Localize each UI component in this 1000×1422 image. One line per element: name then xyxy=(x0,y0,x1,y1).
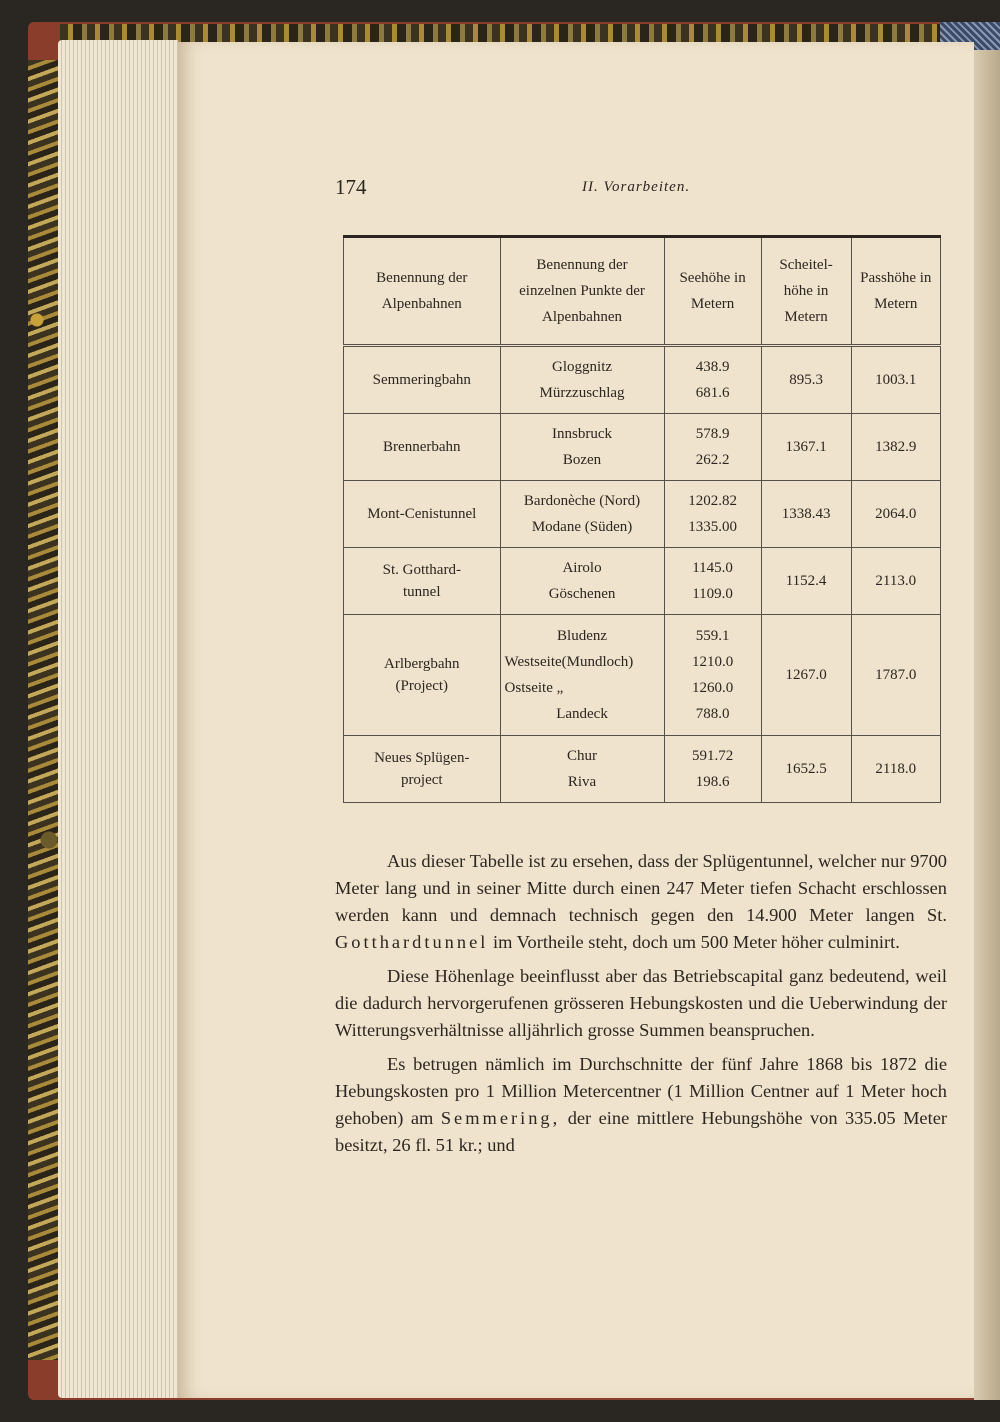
point-name: Ostseite „ xyxy=(504,680,564,696)
running-head: II. Vorarbeiten. xyxy=(582,179,691,195)
sea-height: 578.9 xyxy=(695,426,730,442)
sea-heights xyxy=(664,414,761,481)
point-names xyxy=(500,736,664,803)
point-names xyxy=(500,481,664,548)
point-name: Airolo xyxy=(562,560,602,576)
railway-name: Neues Splügen-project xyxy=(344,736,501,803)
sea-height: 1335.00 xyxy=(688,519,737,535)
summit-height: 1152.4 xyxy=(761,548,851,615)
railway-name: Brennerbahn xyxy=(344,414,501,481)
pass-height: 1787.0 xyxy=(851,615,940,736)
summit-height: 1367.1 xyxy=(761,414,851,481)
sea-height: 559.1 xyxy=(695,628,730,644)
sea-height: 198.6 xyxy=(695,774,730,790)
sea-height: 262.2 xyxy=(695,452,730,468)
pass-height: 2064.0 xyxy=(851,481,940,548)
railway-name: Semmeringbahn xyxy=(344,346,501,414)
point-name: Göschenen xyxy=(548,586,616,602)
point-name: Mürzzuschlag xyxy=(539,385,625,401)
page-number: 174 xyxy=(335,175,367,199)
point-name: Bludenz xyxy=(557,628,608,644)
marbled-edge-left xyxy=(28,60,58,1360)
sea-height: 681.6 xyxy=(695,385,730,401)
paragraph-text: der eine mittlere Hebungshöhe von 335.05 Meter besitzt, 26 fl. 51 kr.; und xyxy=(335,1108,947,1155)
column-header: Passhöhe in Metern xyxy=(851,237,940,346)
point-name: Bardonèche (Nord) xyxy=(523,493,641,509)
point-name: Gloggnitz xyxy=(552,359,613,375)
table-row xyxy=(344,481,941,548)
column-header: Benennung der einzelnen Punkte der Alpenbahnen xyxy=(500,237,664,346)
paragraph xyxy=(335,1051,947,1159)
sea-height: 1210.0 xyxy=(691,654,734,670)
page-right-edge xyxy=(974,50,1000,1400)
paragraph: Diese Höhenlage beeinflusst aber das Betriebscapital ganz bedeutend, weil die dadurch hervorgerufenen grösseren Hebungskosten und die Ueberwindung der Witterungsverhältnisse alljährlich grosse Summen beanspruchen. xyxy=(335,966,947,1040)
sea-heights xyxy=(664,615,761,736)
table-row xyxy=(344,615,941,736)
page-header xyxy=(335,175,945,203)
body-text xyxy=(335,848,947,1166)
railway-name: St. Gotthard-tunnel xyxy=(344,548,501,615)
point-name: Modane (Süden) xyxy=(531,519,633,535)
marbled-edge-top xyxy=(60,24,980,44)
point-name: Riva xyxy=(567,774,597,790)
emphasized-text: Gotthardtunnel xyxy=(335,932,489,952)
table-row xyxy=(344,736,941,803)
sea-heights xyxy=(664,736,761,803)
summit-height: 895.3 xyxy=(761,346,851,414)
column-header: Scheitel-höhe in Metern xyxy=(761,237,851,346)
summit-height: 1652.5 xyxy=(761,736,851,803)
sea-height: 591.72 xyxy=(691,748,734,764)
point-name: Bozen xyxy=(562,452,602,468)
point-names xyxy=(500,615,664,736)
point-names xyxy=(500,414,664,481)
table-row xyxy=(344,548,941,615)
table-header-row xyxy=(344,237,941,346)
summit-height: 1338.43 xyxy=(761,481,851,548)
sea-height: 438.9 xyxy=(695,359,730,375)
point-name: Landeck xyxy=(556,706,608,722)
paragraph-text: Es betrugen nämlich im Durchschnitte der fünf Jahre 1868 bis 1872 die Hebungskosten pro 1 Million Metercentner (1 Million Centner auf 1 Meter hoch gehoben) am xyxy=(335,1054,947,1128)
sea-heights xyxy=(664,481,761,548)
sea-heights xyxy=(664,548,761,615)
sea-height: 1109.0 xyxy=(692,586,733,602)
paragraph-text: im Vortheile steht, doch um 500 Meter höher culminirt. xyxy=(492,932,900,952)
point-name: Westseite(Mundloch) xyxy=(504,654,634,670)
railway-name: Arlbergbahn (Project) xyxy=(344,615,501,736)
summit-height: 1267.0 xyxy=(761,615,851,736)
sea-height: 1145.0 xyxy=(692,560,733,576)
pass-height: 1003.1 xyxy=(851,346,940,414)
table-row xyxy=(344,346,941,414)
sea-height: 1260.0 xyxy=(691,680,734,696)
point-names xyxy=(500,346,664,414)
page-stack-edges xyxy=(58,40,178,1398)
paragraph xyxy=(335,848,947,956)
paragraph-text: Aus dieser Tabelle ist zu ersehen, dass der Splügentunnel, welcher nur 9700 Meter lang und in seiner Mitte durch einen 247 Meter tiefen Schacht erschlossen werden kann und demnach technisch gegen den 14.900 Meter langen St. xyxy=(335,851,947,925)
sea-height: 1202.82 xyxy=(688,493,737,509)
sea-height: 788.0 xyxy=(695,706,730,722)
pass-height: 2118.0 xyxy=(851,736,940,803)
point-name: Innsbruck xyxy=(552,426,613,442)
point-names xyxy=(500,548,664,615)
pass-height: 1382.9 xyxy=(851,414,940,481)
pass-height: 2113.0 xyxy=(851,548,940,615)
railway-name: Mont-Cenistunnel xyxy=(344,481,501,548)
table-row xyxy=(344,414,941,481)
column-header: Seehöhe in Metern xyxy=(664,237,761,346)
point-name: Chur xyxy=(567,748,598,764)
alpine-railways-table xyxy=(343,235,941,803)
emphasized-text: Semmering, xyxy=(440,1108,561,1128)
column-header: Benennung der Alpenbahnen xyxy=(344,237,501,346)
sea-heights xyxy=(664,346,761,414)
